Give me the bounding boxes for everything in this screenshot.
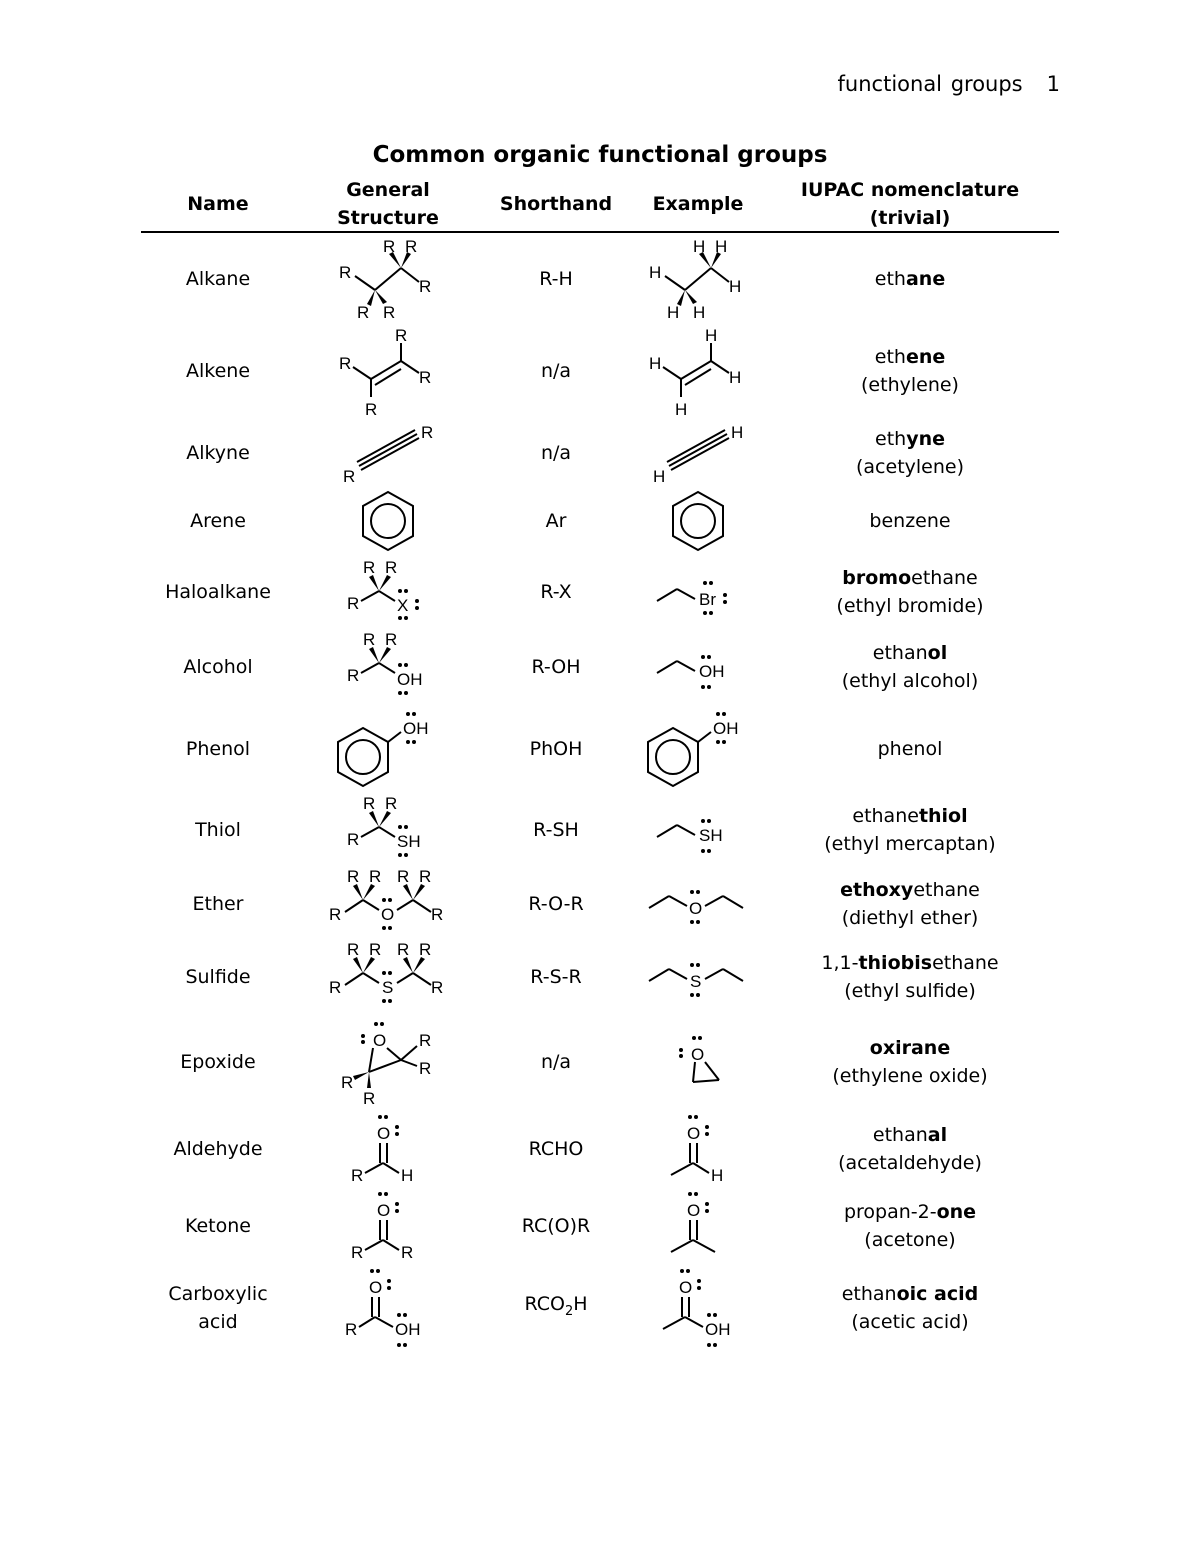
shorthand: n/a xyxy=(540,442,572,464)
table-row xyxy=(0,322,1200,420)
row-name: Alkene xyxy=(185,360,251,382)
example-structure xyxy=(628,236,768,322)
svg-text:R: R xyxy=(419,1031,432,1050)
iupac-name: phenol xyxy=(877,738,943,760)
example-structure xyxy=(628,940,768,1014)
svg-text:R: R xyxy=(421,423,434,442)
example-structure xyxy=(628,868,768,940)
svg-text:OH: OH xyxy=(705,1320,731,1339)
ethene-structure-icon xyxy=(643,325,753,417)
iupac-name xyxy=(790,420,1030,486)
svg-text:R: R xyxy=(343,467,356,486)
svg-text:R: R xyxy=(357,303,370,322)
general-structure xyxy=(318,628,458,706)
svg-text:H: H xyxy=(675,400,688,419)
column-header-iupac xyxy=(790,176,1030,232)
svg-text:OH: OH xyxy=(403,719,429,738)
header-rule xyxy=(141,231,1059,233)
svg-text:R: R xyxy=(339,263,352,282)
example-structure xyxy=(628,556,768,628)
table-row xyxy=(0,628,1200,706)
svg-text:R: R xyxy=(347,867,360,886)
example-structure xyxy=(628,486,768,556)
svg-text:H: H xyxy=(715,237,728,256)
general-structure xyxy=(318,556,458,628)
row-name: Alcohol xyxy=(183,656,253,678)
row-name: Phenol xyxy=(185,738,251,760)
example-structure xyxy=(628,628,768,706)
alkene-general-structure-icon xyxy=(333,325,443,417)
ethane-structure-icon xyxy=(643,238,753,320)
svg-text:R: R xyxy=(363,630,376,649)
table-row xyxy=(0,236,1200,322)
trivial-name: (ethylene oxide) xyxy=(832,1065,988,1087)
iupac-line: 1,1-thiobisethane xyxy=(821,952,999,974)
svg-text:R: R xyxy=(345,1320,358,1339)
svg-text:R: R xyxy=(405,237,418,256)
trivial-name: (acetic acid) xyxy=(851,1311,969,1333)
svg-text:OH: OH xyxy=(713,719,739,738)
example-structure xyxy=(628,322,768,420)
svg-text:O: O xyxy=(373,1031,387,1050)
trivial-name: (diethyl ether) xyxy=(841,907,979,929)
svg-text:H: H xyxy=(731,423,744,442)
svg-text:R: R xyxy=(385,630,398,649)
bromoethane-structure-icon xyxy=(643,557,753,627)
row-name: Thiol xyxy=(195,819,241,841)
ethanethiol-structure-icon xyxy=(643,793,753,867)
iupac-name xyxy=(790,1264,1030,1352)
svg-text:O: O xyxy=(381,905,395,924)
svg-text:R: R xyxy=(419,867,432,886)
table-row xyxy=(0,1110,1200,1188)
trivial-name: (ethylene) xyxy=(861,374,959,396)
iupac-name xyxy=(790,236,1030,322)
shorthand: $RCO_2H$ xyxy=(524,1293,588,1319)
phenol-structure-icon xyxy=(643,708,753,790)
carboxylic-acid-general-structure-icon xyxy=(333,1265,443,1351)
svg-text:R: R xyxy=(419,368,432,387)
column-header-general-line2: Structure xyxy=(337,207,439,229)
svg-text:H: H xyxy=(667,303,680,322)
row-name: Epoxide xyxy=(180,1051,256,1073)
general-structure xyxy=(318,322,458,420)
iupac-line: oxirane xyxy=(869,1037,951,1059)
general-structure xyxy=(318,1014,458,1110)
general-structure xyxy=(318,792,458,868)
svg-text:H: H xyxy=(705,326,718,345)
general-structure xyxy=(318,486,458,556)
svg-text:R: R xyxy=(369,867,382,886)
svg-text:SH: SH xyxy=(699,826,723,845)
iupac-name xyxy=(790,628,1030,706)
row-name: Alkane xyxy=(185,268,251,290)
example-structure xyxy=(628,1014,768,1110)
svg-text:R: R xyxy=(365,400,378,419)
general-structure xyxy=(318,1110,458,1188)
benzene-ring-icon xyxy=(668,489,728,553)
trivial-name: (acetaldehyde) xyxy=(838,1152,982,1174)
svg-text:H: H xyxy=(711,1166,724,1185)
svg-text:S: S xyxy=(690,972,702,991)
iupac-name xyxy=(790,940,1030,1014)
svg-text:O: O xyxy=(687,1124,701,1143)
ether-general-structure-icon xyxy=(323,868,453,940)
svg-text:R: R xyxy=(383,237,396,256)
table-row xyxy=(0,486,1200,556)
row-name: Sulfide xyxy=(185,966,251,988)
shorthand: n/a xyxy=(540,1051,572,1073)
epoxide-general-structure-icon xyxy=(333,1016,443,1108)
general-structure xyxy=(318,236,458,322)
svg-text:O: O xyxy=(679,1278,693,1297)
iupac-line: ethane xyxy=(874,268,946,290)
oxirane-structure-icon xyxy=(643,1016,753,1108)
svg-text:R: R xyxy=(351,1243,364,1262)
svg-text:H: H xyxy=(729,368,742,387)
table-row xyxy=(0,1014,1200,1110)
shorthand: RCHO xyxy=(528,1138,584,1160)
iupac-name xyxy=(790,556,1030,628)
iupac-line: ethanal xyxy=(872,1124,948,1146)
shorthand: R-OH xyxy=(531,656,581,678)
row-name: Arene xyxy=(190,510,246,532)
ethoxyethane-structure-icon xyxy=(643,868,753,940)
svg-text:H: H xyxy=(693,237,706,256)
svg-text:H: H xyxy=(649,354,662,373)
example-structure xyxy=(628,1264,768,1352)
svg-text:R: R xyxy=(341,1073,354,1092)
iupac-line: bromoethane xyxy=(842,567,978,589)
iupac-name xyxy=(790,1014,1030,1110)
svg-text:R: R xyxy=(401,1243,414,1262)
column-header-iupac-line1: IUPAC nomenclature xyxy=(800,179,1020,201)
alkyne-general-structure-icon xyxy=(333,422,443,484)
sulfide-general-structure-icon xyxy=(323,941,453,1013)
ketone-general-structure-icon xyxy=(333,1188,443,1264)
shorthand: R-O-R xyxy=(528,893,584,915)
shorthand: PhOH xyxy=(529,738,583,760)
svg-text:S: S xyxy=(382,978,394,997)
shorthand: R-X xyxy=(540,581,572,603)
haloalkane-general-structure-icon xyxy=(333,557,443,627)
example-structure xyxy=(628,420,768,486)
svg-text:O: O xyxy=(377,1201,391,1220)
page-header xyxy=(838,72,1060,96)
iupac-line: ethanoic acid xyxy=(841,1283,979,1305)
svg-text:R: R xyxy=(363,794,376,813)
trivial-name: (acetone) xyxy=(864,1229,956,1251)
column-header-general xyxy=(318,176,458,232)
svg-text:R: R xyxy=(329,905,342,924)
general-structure xyxy=(318,706,458,792)
table-row xyxy=(0,420,1200,486)
svg-text:R: R xyxy=(383,303,396,322)
column-header-general-line1: General xyxy=(346,179,430,201)
svg-text:R: R xyxy=(339,354,352,373)
table-row xyxy=(0,1188,1200,1264)
svg-text:R: R xyxy=(363,1089,376,1108)
iupac-name xyxy=(790,1110,1030,1188)
ethanol-structure-icon xyxy=(643,629,753,705)
general-structure xyxy=(318,1188,458,1264)
svg-text:R: R xyxy=(419,940,432,959)
benzene-ring-icon xyxy=(358,489,418,553)
table-row xyxy=(0,1264,1200,1352)
general-structure xyxy=(318,1264,458,1352)
svg-text:R: R xyxy=(351,1166,364,1185)
example-structure xyxy=(628,1188,768,1264)
svg-text:X: X xyxy=(397,596,409,615)
svg-text:OH: OH xyxy=(397,670,423,689)
svg-text:R: R xyxy=(385,558,398,577)
example-structure xyxy=(628,1110,768,1188)
svg-text:O: O xyxy=(691,1045,705,1064)
column-header-shorthand: Shorthand xyxy=(499,193,613,215)
shorthand: RC(O)R xyxy=(521,1215,591,1237)
trivial-name: (ethyl bromide) xyxy=(836,595,984,617)
column-header-example: Example xyxy=(652,193,744,215)
svg-text:R: R xyxy=(419,277,432,296)
svg-text:O: O xyxy=(377,1124,391,1143)
iupac-name xyxy=(790,322,1030,420)
shorthand: n/a xyxy=(540,360,572,382)
iupac-line: propan-2-one xyxy=(843,1201,977,1223)
iupac-name xyxy=(790,1188,1030,1264)
svg-text:SH: SH xyxy=(397,832,421,851)
svg-text:R: R xyxy=(397,867,410,886)
svg-text:O: O xyxy=(689,899,703,918)
alcohol-general-structure-icon xyxy=(333,629,443,705)
svg-text:OH: OH xyxy=(699,662,725,681)
svg-text:R: R xyxy=(431,905,444,924)
example-structure xyxy=(628,792,768,868)
iupac-name xyxy=(790,792,1030,868)
column-header-iupac-line2: (trivial) xyxy=(869,207,951,229)
aldehyde-general-structure-icon xyxy=(333,1111,443,1187)
svg-text:R: R xyxy=(329,978,342,997)
row-name: Ketone xyxy=(184,1215,251,1237)
svg-text:H: H xyxy=(693,303,706,322)
svg-text:O: O xyxy=(369,1278,383,1297)
svg-text:R: R xyxy=(397,940,410,959)
svg-text:R: R xyxy=(347,940,360,959)
svg-text:R: R xyxy=(347,666,360,685)
table-row xyxy=(0,792,1200,868)
table-row xyxy=(0,706,1200,792)
iupac-line: ethoxyethane xyxy=(840,879,980,901)
svg-text:R: R xyxy=(395,326,408,345)
iupac-line: ethyne xyxy=(875,428,945,450)
svg-text:H: H xyxy=(729,277,742,296)
iupac-line: ethanol xyxy=(872,642,948,664)
row-name: Ether xyxy=(192,893,244,915)
iupac-line: ethanethiol xyxy=(852,805,968,827)
ethyl-sulfide-structure-icon xyxy=(643,941,753,1013)
shorthand: R-S-R xyxy=(530,966,582,988)
trivial-name: (ethyl sulfide) xyxy=(844,980,976,1002)
ethanal-structure-icon xyxy=(643,1111,753,1187)
shorthand: Ar xyxy=(545,510,567,532)
svg-text:H: H xyxy=(649,263,662,282)
general-structure xyxy=(318,940,458,1014)
iupac-name: benzene xyxy=(869,510,951,532)
shorthand: R-H xyxy=(539,268,573,290)
svg-text:R: R xyxy=(347,594,360,613)
svg-text:H: H xyxy=(401,1166,414,1185)
row-name: Haloalkane xyxy=(165,581,271,603)
svg-text:H: H xyxy=(653,467,666,486)
ethanoic-acid-structure-icon xyxy=(643,1265,753,1351)
thiol-general-structure-icon xyxy=(333,793,443,867)
header-section: functional groups xyxy=(837,72,1023,96)
svg-text:Br: Br xyxy=(699,590,716,609)
trivial-name: (acetylene) xyxy=(856,456,964,478)
alkane-general-structure-icon xyxy=(333,238,443,320)
row-name: Aldehyde xyxy=(173,1138,263,1160)
svg-text:R: R xyxy=(347,830,360,849)
svg-text:R: R xyxy=(369,940,382,959)
svg-text:OH: OH xyxy=(395,1320,421,1339)
general-structure xyxy=(318,868,458,940)
example-structure xyxy=(628,706,768,792)
trivial-name: (ethyl alcohol) xyxy=(841,670,979,692)
general-structure xyxy=(318,420,458,486)
svg-text:R: R xyxy=(431,978,444,997)
table-row xyxy=(0,868,1200,940)
iupac-name xyxy=(790,868,1030,940)
table-row xyxy=(0,556,1200,628)
phenol-structure-icon xyxy=(333,708,443,790)
column-header-name: Name xyxy=(187,193,249,215)
trivial-name: (ethyl mercaptan) xyxy=(824,833,996,855)
page-number: 1 xyxy=(1046,72,1060,96)
svg-text:R: R xyxy=(363,558,376,577)
row-name: Alkyne xyxy=(186,442,250,464)
shorthand: R-SH xyxy=(533,819,579,841)
svg-text:R: R xyxy=(385,794,398,813)
row-name: Carboxylic acid xyxy=(168,1283,268,1333)
propanone-structure-icon xyxy=(643,1188,753,1264)
svg-text:O: O xyxy=(687,1201,701,1220)
table-title: Common organic functional groups xyxy=(372,142,828,168)
iupac-line: ethene xyxy=(874,346,946,368)
ethyne-structure-icon xyxy=(643,422,753,484)
svg-text:R: R xyxy=(419,1059,432,1078)
table-row xyxy=(0,940,1200,1014)
